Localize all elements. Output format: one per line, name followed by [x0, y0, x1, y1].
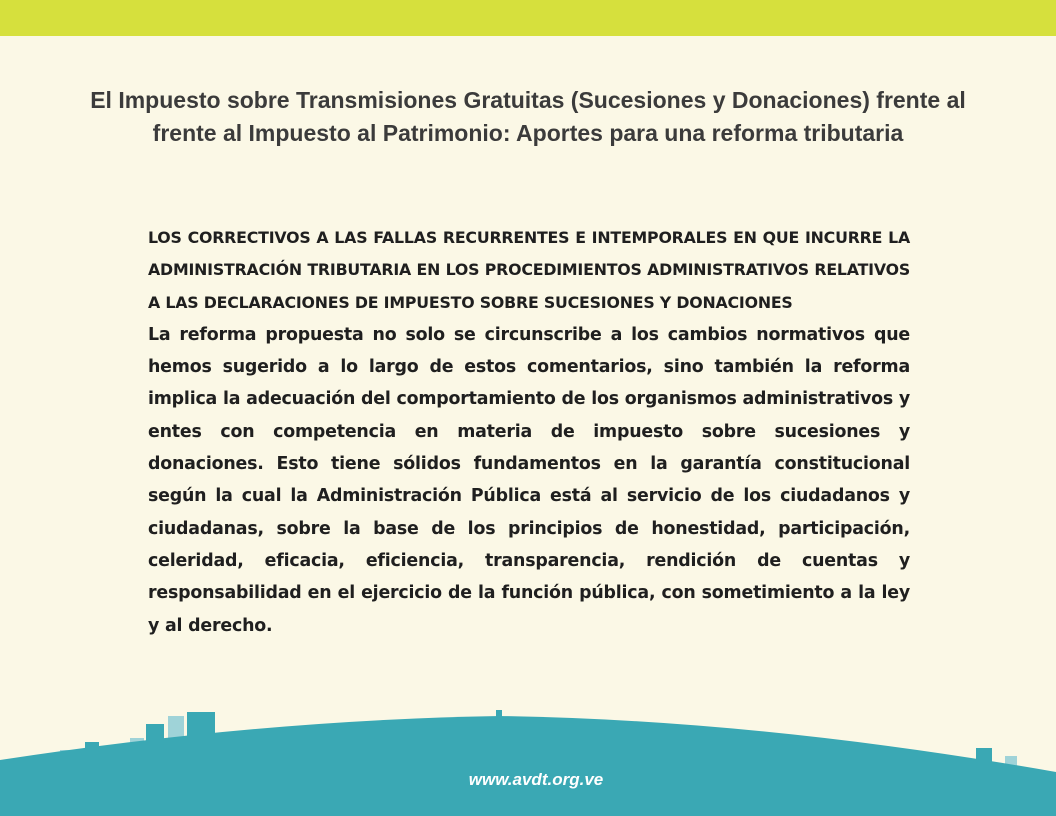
body-paragraph: La reforma propuesta no solo se circunscribe a los cambios normativos que hemos sugerido a lo largo de estos comentarios, sino también la reforma implica la adecuación del comportamiento de los organismos administrativos y entes con competencia en materia de impuesto sobre sucesiones y donaciones. Esto tiene sólidos fundamentos en la garantía constitucional según la cual la Administración Pública está al servicio de los ciudadanos y ciudadanas, sobre la base de los principios de honestidad, participación, celeridad, eficacia, eficiencia, transparencia, rendición de cuentas y responsabilidad en el ejercicio de la función pública, con sometimiento a la ley y al derecho.: [148, 324, 910, 636]
section-heading: LOS CORRECTIVOS A LAS FALLAS RECURRENTES E INTEMPORALES EN QUE INCURRE LA ADMINISTRACIÓN TRIBUTARIA EN LOS PROCEDIMIENTOS ADMINISTRATIVOS RELATIVOS A LAS DECLARACIONES DE IMPUESTO SOBRE SUCESIONES Y DONACIONES: [148, 228, 910, 312]
skyline-front-buildings: [0, 710, 1056, 816]
footer-website-url[interactable]: www.avdt.org.ve: [468, 770, 604, 789]
slide-content: [148, 222, 910, 642]
top-accent-bar: [0, 0, 1056, 36]
city-skyline-graphic: [0, 700, 1056, 816]
slide-title: El Impuesto sobre Transmisiones Gratuitas (Sucesiones y Donaciones) frente al frente al Impuesto al Patrimonio: Aportes para una reforma tributaria: [90, 87, 966, 146]
